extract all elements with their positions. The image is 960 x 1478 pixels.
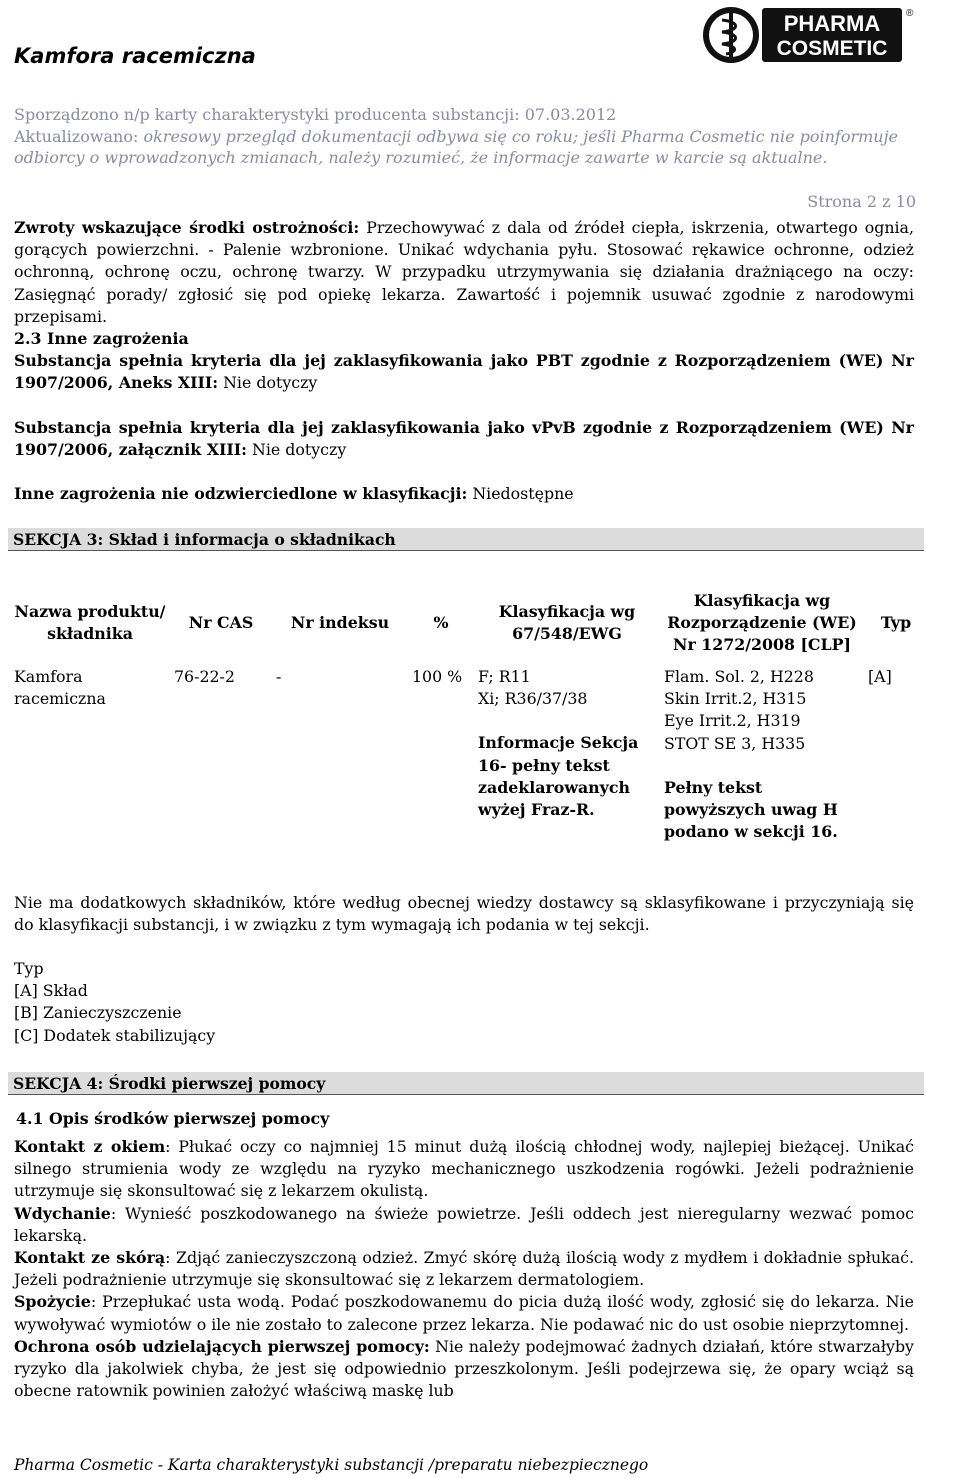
first-aid-inhalation: Wdychanie: Wynieść poszkodowanego na świeże powietrze. Jeśli oddech jest nieregularny wezwać pomoc lekarską. [14, 1203, 914, 1245]
other-hazards-block [14, 328, 914, 505]
cell-type: [A] [868, 667, 892, 686]
logo-emblem-icon [700, 4, 912, 66]
first-aid-skin: Kontakt ze skórą: Zdjąć zanieczyszczoną odzież. Zmyć skórę dużą ilością wody z mydłem i dokładnie spłukać. Jeżeli podrażnienie utrzymuje się skonsultować się z lekarzem dermatologiem. [14, 1248, 914, 1290]
svg-text:COSMETIC: COSMETIC [776, 37, 888, 60]
composition-table [10, 580, 928, 843]
col-header-cas: Nr CAS [188, 612, 254, 632]
section-4-1-heading: 4.1 Opis środków pierwszej pomocy [16, 1109, 330, 1128]
precautions-paragraph: Zwroty wskazujące środki ostrożności: Przechowywać z dala od źródeł ciepła, iskrzenia, otwartego ognia, gorących powierzchni. - Palenie wzbronione. Unikać wdychania pyłu. Stosować rękawice ochronne, odzież ochronną, ochronę oczu, ochronę twarzy. W przypadku utrzymywania się działania drażniącego na oczy: Zasięgnąć porady/ zgłosić się pod opiekę lekarza. Zawartość i pojemnik usuwać zgodnie z narodowymi przepisami. [14, 218, 914, 326]
col-header-name: Nazwa produktu/ składnika [14, 601, 166, 643]
prepared-line: Sporządzono n/p karty charakterystyki producenta substancji: 07.03.2012 [14, 105, 617, 124]
first-aid-eye: Kontakt z okiem: Płukać oczy co najmniej 15 minut dużą ilością chłodnej wody, najlepiej bieżącej. Unikać silnego strumienia wody ze względu na ryzyko mechanicznego uszkodzenia rogówki. Jeżeli podrażnienie utrzymuje się skonsultować się z lekarzem okulistą. [14, 1137, 914, 1201]
dsd-note: Informacje Sekcja 16- pełny tekst zadeklarowanych wyżej Fraz-R. [478, 733, 639, 820]
cell-name: Kamfora racemiczna [14, 667, 106, 709]
pbt-statement: Substancja spełnia kryteria dla jej zaklasyfikowania jako PBT zgodnie z Rozporządzeniem (WE) Nr 1907/2006, Aneks XIII: Nie dotyczy [14, 351, 914, 393]
cell-percent: 100 % [412, 667, 463, 686]
col-header-index: Nr indeksu [290, 612, 390, 632]
section-3-heading: SEKCJA 3: Skład i informacja o składnikach [8, 528, 924, 551]
page-number: Strona 2 z 10 [807, 192, 916, 211]
section-4-heading: SEKCJA 4: Środki pierwszej pomocy [8, 1072, 924, 1095]
table-header-row [10, 580, 928, 666]
updated-line: Aktualizowano: okresowy przegląd dokumentacji odbywa się co roku; jeśli Pharma Cosmetic nie poinformuje odbiorcy o wprowadzonych zmianach, należy rozumieć, że informacje zawarte w karcie są aktualne. [14, 126, 899, 168]
type-legend: Typ [A] Skład [B] Zanieczyszczenie [C] Dodatek stabilizujący [14, 959, 216, 1045]
svg-text:PHARMA: PHARMA [783, 11, 881, 36]
other-hazards-heading: 2.3 Inne zagrożenia [14, 329, 189, 348]
svg-text:®: ® [906, 8, 914, 19]
col-header-clp: Klasyfikacja wg Rozporządzenie (WE) Nr 1272/2008 [CLP] [667, 590, 857, 655]
cell-dsd: F; R11 Xi; R36/37/38 Informacje Sekcja 16- pełny tekst zadeklarowanych wyżej Fraz-R. [474, 666, 660, 843]
cell-clp: Flam. Sol. 2, H228 Skin Irrit.2, H315 Eye Irrit.2, H319 STOT SE 3, H335 Pełny tekst powyższych uwag H podano w sekcji 16. [660, 666, 864, 843]
col-header-percent: % [433, 612, 449, 632]
other-hazards-statement: Inne zagrożenia nie odzwierciedlone w klasyfikacji: Niedostępne [14, 484, 574, 504]
document-meta [14, 104, 934, 169]
table-row [10, 666, 928, 843]
first-aid-list [14, 1136, 914, 1402]
pharma-cosmetic-logo [700, 4, 912, 66]
page-footer: Pharma Cosmetic - Karta charakterystyki substancji /preparatu niebezpiecznego [14, 1456, 649, 1474]
cell-index: - [276, 667, 282, 686]
composition-note: Nie ma dodatkowych składników, które według obecnej wiedzy dostawcy są sklasyfikowane i przyczyniają się do klasyfikacji substancji, i w związku z tym wymagają ich podania w tej sekcji. [14, 893, 914, 935]
cell-cas: 76-22-2 [174, 667, 235, 686]
first-aid-ingestion: Spożycie: Przepłukać usta wodą. Podać poszkodowanemu do picia dużą ilość wody, zgłosić się do lekarza. Nie wywoływać wymiotów o ile nie zostało to zalecone przez lekarza. Nie podawać nic do ust osobie nieprzytomnej. [14, 1292, 914, 1334]
first-aid-responders: Ochrona osób udzielających pierwszej pomocy: Nie należy podejmować żadnych działań, które stwarzałyby ryzyko dla jakolwiek chyba, że jest się odpowiednio przeszkolonym. Jeśli podejrzewa się, że opary wciąż są obecne ratownik powinien założyć właściwą maskę lub [14, 1336, 914, 1401]
document-title: Kamfora racemiczna [14, 44, 256, 68]
col-header-dsd: Klasyfikacja wg 67/548/EWG [498, 601, 636, 643]
clp-note: Pełny tekst powyższych uwag H podano w sekcji 16. [664, 777, 838, 842]
col-header-type: Typ [880, 612, 912, 632]
vpvb-statement: Substancja spełnia kryteria dla jej zaklasyfikowania jako vPvB zgodnie z Rozporządzeniem (WE) Nr 1907/2006, załącznik XIII: Nie dotyczy [14, 417, 914, 459]
